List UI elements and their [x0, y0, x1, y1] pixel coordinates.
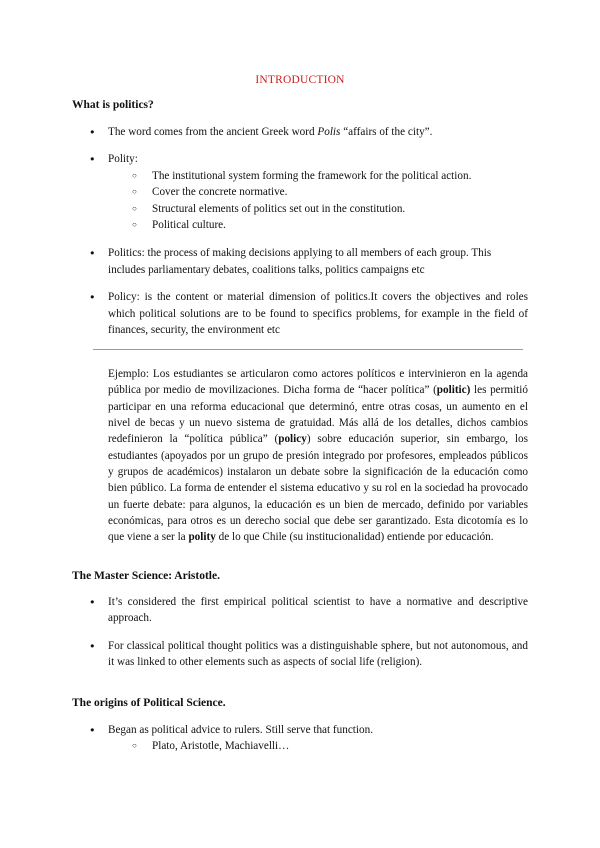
sub-item: ○ Political culture. — [132, 217, 528, 233]
page-title: INTRODUCTION — [255, 74, 345, 86]
politics-bullet-list — [90, 124, 528, 349]
bullet-political-advice — [90, 722, 528, 755]
heading-master-science: The Master Science: Aristotle. — [72, 570, 220, 582]
sub-item: ○ Plato, Aristotle, Machiavelli… — [132, 738, 528, 754]
sub-item: ○ Structural elements of politics set out in the constitution. — [132, 201, 528, 217]
heading-origins: The origins of Political Science. — [72, 697, 226, 709]
origins-sub-list — [108, 738, 528, 754]
heading-what-is-politics: What is politics? — [72, 99, 154, 111]
bullet-text: The word comes from the ancient Greek word — [108, 126, 318, 138]
aristotle-bullet-list — [90, 594, 528, 682]
bullet-policy — [90, 289, 528, 338]
bullet-text: For classical political thought politics was a distinguishable sphere, but not autonomous, and it was linked to other elements such as aspects of social life (religion). — [108, 639, 528, 669]
bullet-text: Politics: the process of making decisions applying to all members of each group. This includes parliamentary debates, coalitions talks, politics campaigns etc — [108, 247, 492, 276]
polis-term: Polis — [317, 126, 341, 138]
keyword-politic: politic) — [436, 384, 471, 397]
keyword-policy: policy — [278, 433, 307, 446]
sub-item: ○ Cover the concrete normative. — [132, 184, 528, 200]
horizontal-divider — [93, 349, 523, 350]
bullet-label: Polity: — [108, 153, 138, 166]
sub-item: ○ The institutional system forming the framework for the political action. — [132, 168, 528, 184]
bullet-text: It’s considered the first empirical political scientist to have a normative and descriptive approach. — [108, 596, 528, 625]
bullet-classical-thought — [90, 638, 528, 671]
bullet-empirical — [90, 594, 528, 627]
bullet-polis — [90, 124, 528, 140]
example-paragraph — [108, 366, 528, 546]
bullet-polity — [90, 151, 528, 233]
bullet-text: Began as political advice to rulers. Still serve that function. — [108, 724, 374, 736]
origins-bullet-list — [90, 722, 528, 766]
keyword-polity: polity — [188, 531, 216, 544]
bullet-text: “affairs of the city”. — [340, 126, 433, 138]
example-text: les permitió participar en una reforma educacional que determinó, entre otras cosas, un aumento en el nivel de becas y un nuevo sistema de gratuidad. Más allá de los detalles, dichos cambios redefinieron la “política pública” ( — [108, 384, 528, 446]
example-text: de lo que Chile (su institucionalidad) entiende por educación. — [215, 531, 494, 544]
example-text: Ejemplo: Los estudiantes se articularon como actores políticos e intervinieron en la agenda pública por medio de movilizaciones. Dicha forma de “hacer política” ( — [108, 368, 528, 397]
bullet-text: Policy: is the content or material dimension of politics.It covers the objectives and roles which political solutions are to be found to specifics problems, for example in the field of finances, security, the environment etc — [108, 291, 528, 337]
bullet-politics — [90, 245, 528, 278]
polity-sub-list — [108, 168, 528, 234]
example-text: ) sobre educación superior, sin embargo, los estudiantes (apoyados por un grupo de presión integrado por profesores, empleados públicos y grupos de académicos) instalaron un debate sobre la significación de la educación como bien público. La forma de entender el sistema educativo y su rol en la sociedad ha provocado un fuerte debate: para algunos, la educación es un bien de mercado, definido por variables económicas, para otros es un derecho social que debe ser garantizado. Esta dicotomía es lo que viene a ser la — [108, 433, 528, 544]
